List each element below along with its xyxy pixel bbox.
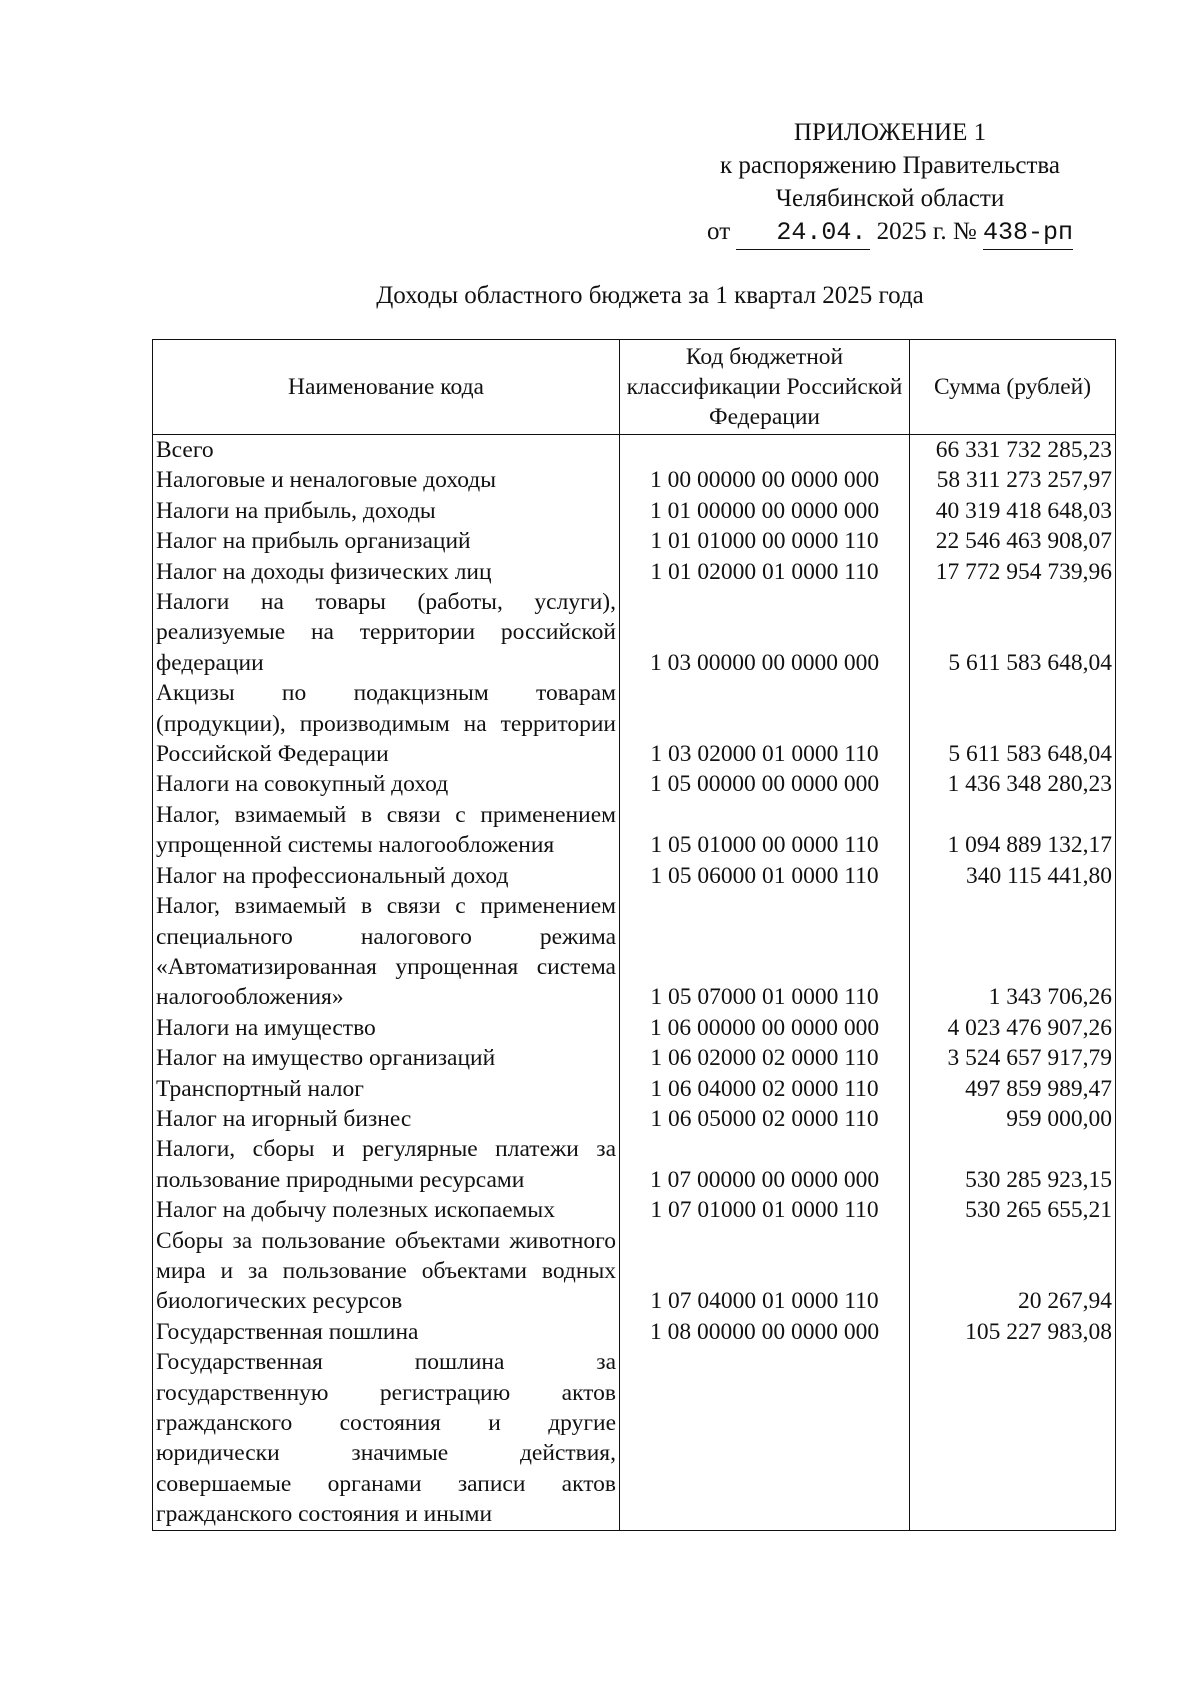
region-name: Челябинской области bbox=[775, 185, 1005, 212]
row-amount: 1 436 348 280,23 bbox=[910, 769, 1116, 799]
order-date: 24.04. bbox=[736, 216, 870, 250]
row-code bbox=[620, 435, 910, 466]
row-amount: 530 265 655,21 bbox=[910, 1195, 1116, 1225]
date-prefix: от bbox=[707, 218, 731, 245]
row-name: Налог на добычу полезных ископаемых bbox=[153, 1195, 620, 1225]
row-code bbox=[620, 1347, 910, 1530]
row-name: Налог, взимаемый в связи с применением специального налогового режима «Автоматизированная упрощенная система налогообложения» bbox=[153, 891, 620, 1013]
row-amount: 530 285 923,15 bbox=[910, 1134, 1116, 1195]
table-row bbox=[153, 1317, 1116, 1347]
row-code: 1 07 01000 01 0000 110 bbox=[620, 1195, 910, 1225]
row-amount: 17 772 954 739,96 bbox=[910, 557, 1116, 587]
table-row bbox=[153, 1043, 1116, 1073]
table-row bbox=[153, 800, 1116, 861]
row-amount: 340 115 441,80 bbox=[910, 861, 1116, 891]
row-code: 1 06 05000 02 0000 110 bbox=[620, 1104, 910, 1134]
order-date-number bbox=[660, 215, 1120, 250]
row-name: Всего bbox=[153, 435, 620, 466]
row-name: Налоги на прибыль, доходы bbox=[153, 496, 620, 526]
row-code: 1 08 00000 00 0000 000 bbox=[620, 1317, 910, 1347]
document-title: Доходы областного бюджета за 1 квартал 2025 года bbox=[376, 282, 924, 309]
table-row bbox=[153, 526, 1116, 556]
row-amount: 5 611 583 648,04 bbox=[910, 587, 1116, 678]
appendix-label: ПРИЛОЖЕНИЕ 1 bbox=[793, 119, 987, 146]
row-name: Налог на игорный бизнес bbox=[153, 1104, 620, 1134]
table-row bbox=[153, 557, 1116, 587]
table-header-row bbox=[153, 340, 1116, 435]
order-number: 438-рп bbox=[983, 216, 1073, 250]
row-code: 1 05 07000 01 0000 110 bbox=[620, 891, 910, 1013]
row-code: 1 05 06000 01 0000 110 bbox=[620, 861, 910, 891]
row-name: Налог на профессиональный доход bbox=[153, 861, 620, 891]
revenue-table bbox=[152, 339, 1116, 1531]
row-name: Налоговые и неналоговые доходы bbox=[153, 465, 620, 495]
row-name: Налог на доходы физических лиц bbox=[153, 557, 620, 587]
column-header-name: Наименование кода bbox=[153, 340, 620, 435]
table-row bbox=[153, 1226, 1116, 1317]
order-year: 2025 г. № bbox=[876, 218, 977, 245]
table-row bbox=[153, 861, 1116, 891]
table-row bbox=[153, 1104, 1116, 1134]
row-name: Налоги на совокупный доход bbox=[153, 769, 620, 799]
row-code: 1 03 02000 01 0000 110 bbox=[620, 678, 910, 769]
row-name: Налоги на имущество bbox=[153, 1013, 620, 1043]
row-code: 1 06 00000 00 0000 000 bbox=[620, 1013, 910, 1043]
column-header-amount: Сумма (рублей) bbox=[910, 340, 1116, 435]
row-name: Государственная пошлина bbox=[153, 1317, 620, 1347]
table-row bbox=[153, 1134, 1116, 1195]
row-amount: 105 227 983,08 bbox=[910, 1317, 1116, 1347]
column-header-code: Код бюджетной классификации Российской Федерации bbox=[620, 340, 910, 435]
row-code: 1 07 04000 01 0000 110 bbox=[620, 1226, 910, 1317]
table-row bbox=[153, 435, 1116, 466]
row-name: Сборы за пользование объектами животного мира и за пользование объектами водных биологических ресурсов bbox=[153, 1226, 620, 1317]
table-row bbox=[153, 587, 1116, 678]
document-header bbox=[660, 116, 1120, 250]
table-row bbox=[153, 769, 1116, 799]
table-row bbox=[153, 891, 1116, 1013]
row-amount: 497 859 989,47 bbox=[910, 1074, 1116, 1104]
row-code: 1 01 02000 01 0000 110 bbox=[620, 557, 910, 587]
row-code: 1 06 04000 02 0000 110 bbox=[620, 1074, 910, 1104]
row-amount: 58 311 273 257,97 bbox=[910, 465, 1116, 495]
table-row bbox=[153, 1195, 1116, 1225]
row-name: Налоги на товары (работы, услуги), реализуемые на территории российской федерации bbox=[153, 587, 620, 678]
order-reference: к распоряжению Правительства bbox=[719, 152, 1060, 179]
row-name: Транспортный налог bbox=[153, 1074, 620, 1104]
row-code: 1 01 01000 00 0000 110 bbox=[620, 526, 910, 556]
row-code: 1 00 00000 00 0000 000 bbox=[620, 465, 910, 495]
row-amount: 1 094 889 132,17 bbox=[910, 800, 1116, 861]
row-amount: 4 023 476 907,26 bbox=[910, 1013, 1116, 1043]
row-code: 1 05 01000 00 0000 110 bbox=[620, 800, 910, 861]
table-row bbox=[153, 1347, 1116, 1530]
row-name: Акцизы по подакцизным товарам (продукции), производимым на территории Российской Федерации bbox=[153, 678, 620, 769]
table-row bbox=[153, 1074, 1116, 1104]
row-name: Налог на прибыль организаций bbox=[153, 526, 620, 556]
row-amount: 5 611 583 648,04 bbox=[910, 678, 1116, 769]
row-code: 1 03 00000 00 0000 000 bbox=[620, 587, 910, 678]
row-amount: 959 000,00 bbox=[910, 1104, 1116, 1134]
table-row bbox=[153, 678, 1116, 769]
row-name: Налог на имущество организаций bbox=[153, 1043, 620, 1073]
row-amount: 20 267,94 bbox=[910, 1226, 1116, 1317]
table-row bbox=[153, 496, 1116, 526]
row-code: 1 07 00000 00 0000 000 bbox=[620, 1134, 910, 1195]
row-amount: 22 546 463 908,07 bbox=[910, 526, 1116, 556]
table-row bbox=[153, 1013, 1116, 1043]
row-amount: 40 319 418 648,03 bbox=[910, 496, 1116, 526]
row-amount: 66 331 732 285,23 bbox=[910, 435, 1116, 466]
row-amount bbox=[910, 1347, 1116, 1530]
row-code: 1 05 00000 00 0000 000 bbox=[620, 769, 910, 799]
row-code: 1 06 02000 02 0000 110 bbox=[620, 1043, 910, 1073]
row-name: Государственная пошлина за государственную регистрацию актов гражданского состояния и другие юридически значимые действия, совершаемые органами записи актов гражданского состояния и иными bbox=[153, 1347, 620, 1530]
row-code: 1 01 00000 00 0000 000 bbox=[620, 496, 910, 526]
row-name: Налоги, сборы и регулярные платежи за пользование природными ресурсами bbox=[153, 1134, 620, 1195]
row-amount: 3 524 657 917,79 bbox=[910, 1043, 1116, 1073]
row-name: Налог, взимаемый в связи с применением упрощенной системы налогообложения bbox=[153, 800, 620, 861]
row-amount: 1 343 706,26 bbox=[910, 891, 1116, 1013]
table-row bbox=[153, 465, 1116, 495]
